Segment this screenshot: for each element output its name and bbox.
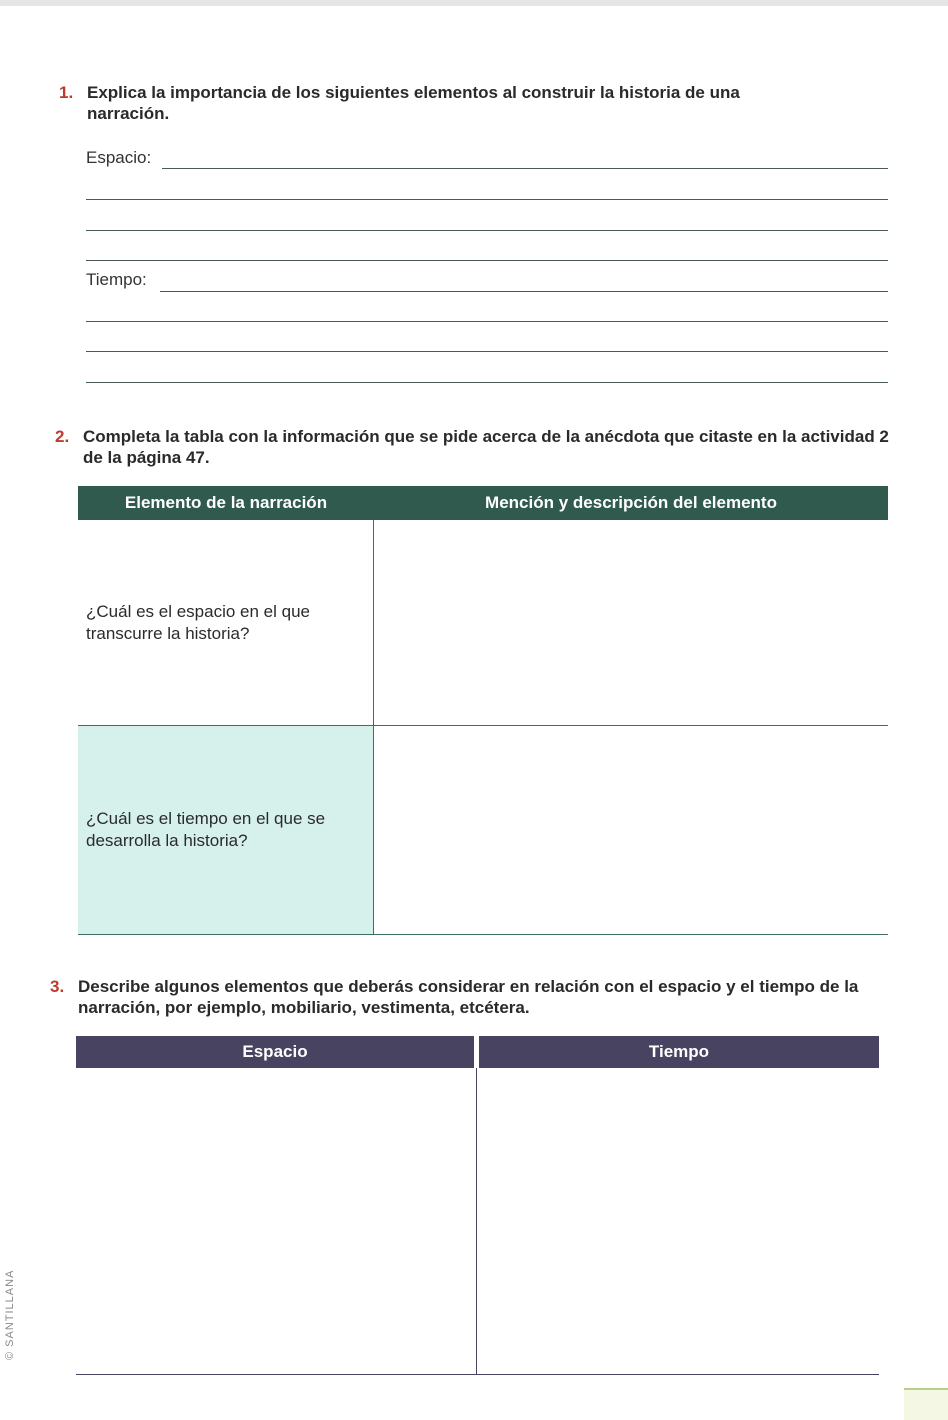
- table-body: [76, 1068, 879, 1375]
- table-row: [78, 726, 888, 935]
- tiempo-label: Tiempo:: [86, 270, 147, 289]
- tiempo-answer-line-1[interactable]: [160, 291, 888, 292]
- espacio-answer-line-2[interactable]: [86, 199, 888, 200]
- table-header: [76, 1036, 879, 1068]
- header-tiempo: Tiempo: [479, 1036, 879, 1068]
- question-1: [59, 82, 807, 124]
- espacio-answer-line-4[interactable]: [86, 260, 888, 261]
- espacio-question-cell: [78, 520, 374, 725]
- question-3-text: Describe algunos elementos que deberás considerar en relación con el espacio y el tiempo de la narración, por ejemplo, mobiliario, vestimenta, etcétera.: [78, 977, 859, 1017]
- question-2: [55, 426, 893, 468]
- espacio-question-text: ¿Cuál es el espacio en el que transcurre la historia?: [86, 601, 310, 643]
- question-3-number: 3.: [50, 977, 65, 996]
- publisher-credit-text: © SANTILLANA: [4, 1269, 16, 1360]
- header-description: Mención y descripción del elemento: [485, 493, 777, 512]
- tiempo-answer-cell[interactable]: [374, 726, 888, 934]
- espacio-answer-line-1[interactable]: [162, 168, 888, 169]
- corner-decoration: [904, 1388, 948, 1420]
- espacio-answer-line-3[interactable]: [86, 230, 888, 231]
- column-divider: [476, 1068, 477, 1374]
- tiempo-question-text: ¿Cuál es el tiempo en el que se desarrolla la historia?: [86, 809, 326, 850]
- tiempo-question-cell: [78, 726, 374, 934]
- question-1-text: Explica la importancia de los siguientes elementos al construir la historia de una narración.: [87, 83, 740, 123]
- space-time-table: [76, 1036, 879, 1375]
- tiempo-answer-line-2[interactable]: [86, 321, 888, 322]
- tiempo-answer-line-3[interactable]: [86, 351, 888, 352]
- table-header: [78, 486, 888, 520]
- top-band: [0, 0, 948, 6]
- header-espacio: Espacio: [76, 1036, 474, 1068]
- question-2-text: Completa la tabla con la información que se pide acerca de la anécdota que citaste en la actividad 2 de la página 47.: [83, 427, 889, 467]
- table-row: [78, 520, 888, 726]
- narration-elements-table: [78, 486, 888, 935]
- question-1-number: 1.: [59, 83, 74, 102]
- header-element: Elemento de la narración: [124, 493, 328, 512]
- espacio-label: Espacio:: [86, 148, 152, 167]
- publisher-credit: [2, 1232, 16, 1362]
- tiempo-answer-line-4[interactable]: [86, 382, 888, 383]
- question-3: [50, 976, 868, 1018]
- question-2-number: 2.: [55, 427, 70, 446]
- espacio-answer-cell[interactable]: [374, 520, 888, 725]
